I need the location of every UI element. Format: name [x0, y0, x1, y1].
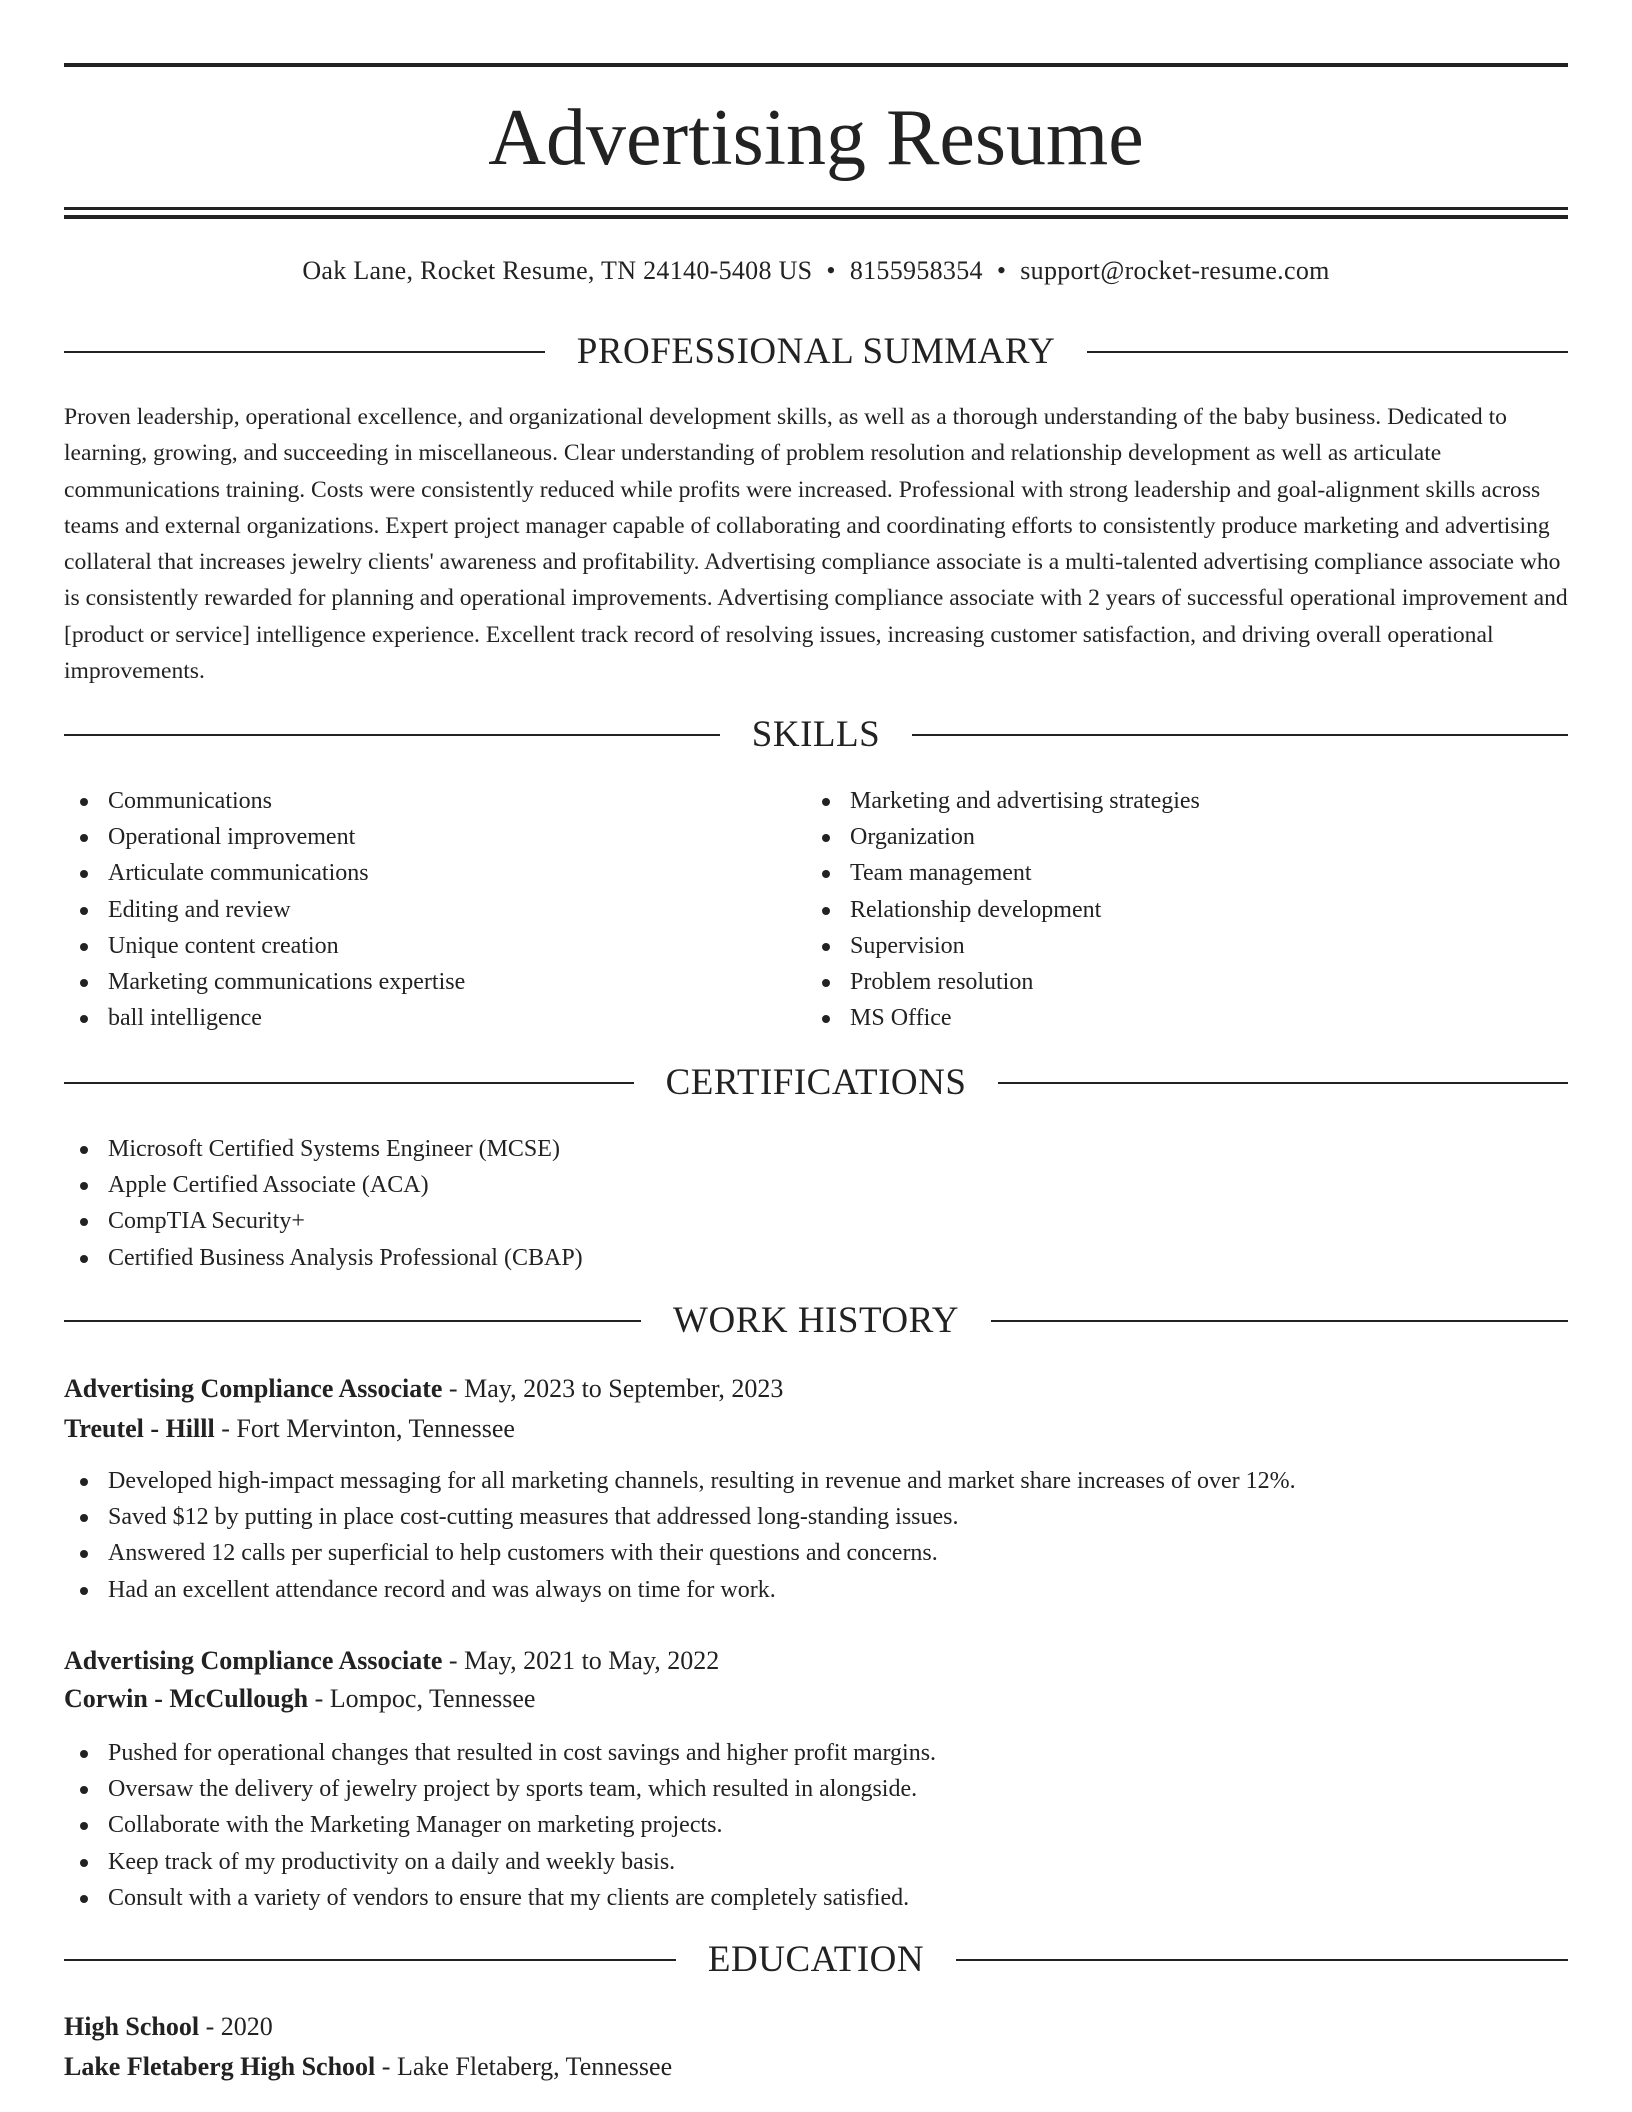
- contact-line: [64, 253, 1568, 289]
- certifications-list: [64, 1131, 583, 1276]
- contact-separator: •: [996, 256, 1007, 285]
- job-location: Lompoc, Tennessee: [329, 1684, 536, 1713]
- skill-item: Operational improvement: [64, 819, 465, 855]
- contact-phone: 8155958354: [849, 256, 983, 285]
- section-rule: [956, 1959, 1568, 1961]
- certification-item: Certified Business Analysis Professional (CBAP): [64, 1240, 583, 1276]
- education-year: 2020: [220, 2012, 273, 2041]
- section-rule: [991, 1320, 1568, 1322]
- section-rule: [64, 1320, 641, 1322]
- title-rule-lower: [64, 215, 1568, 219]
- dash: -: [375, 2052, 397, 2081]
- skill-item: ball intelligence: [64, 1000, 465, 1036]
- job-bullet: Collaborate with the Marketing Manager on marketing projects.: [64, 1807, 936, 1843]
- section-rule: [64, 734, 720, 736]
- skill-item: Articulate communications: [64, 855, 465, 891]
- job-location: Fort Mervinton, Tennessee: [236, 1414, 515, 1443]
- skill-item: Team management: [806, 855, 1200, 891]
- job-company-line: [64, 1680, 535, 1718]
- section-title: CERTIFICATIONS: [665, 1062, 967, 1103]
- education-degree: High School: [64, 2012, 200, 2041]
- dash: -: [442, 1646, 465, 1675]
- section-title: WORK HISTORY: [673, 1300, 959, 1341]
- section-title: PROFESSIONAL SUMMARY: [576, 331, 1056, 372]
- contact-separator: •: [826, 256, 836, 285]
- job-title: Advertising Compliance Associate: [64, 1374, 443, 1403]
- section-header-skills: [64, 712, 1568, 758]
- dash: -: [308, 1684, 330, 1713]
- section-rule: [64, 1082, 634, 1084]
- job-company-line: [64, 1410, 515, 1448]
- certification-item: Microsoft Certified Systems Engineer (MCSE): [64, 1131, 583, 1167]
- skill-item: Marketing and advertising strategies: [806, 783, 1200, 819]
- skill-item: Unique content creation: [64, 928, 465, 964]
- skills-list-left: [64, 783, 465, 1036]
- section-rule: [64, 1959, 676, 1961]
- title-rule-upper: [64, 207, 1568, 210]
- job-bullet: Had an excellent attendance record and was always on time for work.: [64, 1572, 1296, 1608]
- certification-item: Apple Certified Associate (ACA): [64, 1167, 583, 1203]
- contact-address: Oak Lane, Rocket Resume, TN 24140-5408 US: [302, 256, 813, 285]
- top-rule: [64, 63, 1568, 67]
- skill-item: Problem resolution: [806, 964, 1200, 1000]
- education-degree-line: [64, 2008, 273, 2046]
- skill-item: Organization: [806, 819, 1200, 855]
- skill-item: Marketing communications expertise: [64, 964, 465, 1000]
- education-school: Lake Fletaberg High School: [64, 2052, 376, 2081]
- section-rule: [912, 734, 1568, 736]
- job-company: Corwin - McCullough: [64, 1684, 309, 1713]
- job-bullet: Oversaw the delivery of jewelry project by sports team, which resulted in alongside.: [64, 1771, 936, 1807]
- section-header-summary: [64, 329, 1568, 375]
- education-location: Lake Fletaberg, Tennessee: [396, 2052, 673, 2081]
- dash: -: [199, 2012, 221, 2041]
- skill-item: Editing and review: [64, 892, 465, 928]
- skill-item: Supervision: [806, 928, 1200, 964]
- section-rule: [1087, 351, 1568, 353]
- contact-email: support@rocket-resume.com: [1020, 256, 1330, 285]
- job-dates: May, 2021 to May, 2022: [464, 1646, 720, 1675]
- job-title-line: [64, 1642, 719, 1680]
- job-title: Advertising Compliance Associate: [64, 1646, 443, 1675]
- resume-title: Advertising Resume: [488, 94, 1144, 182]
- skill-item: Relationship development: [806, 892, 1200, 928]
- education-school-line: [64, 2048, 672, 2086]
- job-bullet: Saved $12 by putting in place cost-cutting measures that addressed long-standing issues.: [64, 1499, 1296, 1535]
- job-bullet: Keep track of my productivity on a daily and weekly basis.: [64, 1844, 936, 1880]
- skills-list-right: [806, 783, 1200, 1036]
- job-bullet: Consult with a variety of vendors to ensure that my clients are completely satisfied.: [64, 1880, 936, 1916]
- job-title-line: [64, 1370, 783, 1408]
- section-title: EDUCATION: [707, 1939, 925, 1980]
- summary-paragraph: Proven leadership, operational excellence, and organizational development skills, as well as a thorough understanding of the baby business. Dedicated to learning, growing, and succeeding in miscellaneous. Clear understanding of problem resolution and relationship development as well as articulate communications training. Costs were consistently reduced while profits were increased. Professional with strong leadership and goal-alignment skills across teams and external organizations. Expert project manager capable of collaborating and coordinating efforts to consistently produce marketing and advertising collateral that increases jewelry clients' awareness and profitability. Advertising compliance associate is a multi-talented advertising compliance associate who is consistently rewarded for planning and operational improvements. Advertising compliance associate with 2 years of successful operational improvement and [product or service] intelligence experience. Excellent track record of resolving issues, increasing customer satisfaction, and driving overall operational improvements.: [64, 404, 1568, 685]
- section-header-certifications: [64, 1060, 1568, 1106]
- dash: -: [442, 1374, 465, 1403]
- skill-item: Communications: [64, 783, 465, 819]
- job-bullet: Pushed for operational changes that resulted in cost savings and higher profit margins.: [64, 1735, 936, 1771]
- certification-item: CompTIA Security+: [64, 1203, 583, 1239]
- skill-item: MS Office: [806, 1000, 1200, 1036]
- section-rule: [64, 351, 545, 353]
- job-bullets: [64, 1463, 1296, 1608]
- job-bullets: [64, 1735, 936, 1916]
- section-title: SKILLS: [751, 714, 881, 755]
- section-header-work-history: [64, 1298, 1568, 1344]
- dash: -: [214, 1414, 237, 1443]
- job-bullet: Developed high-impact messaging for all marketing channels, resulting in revenue and market share increases of over 12%.: [64, 1463, 1296, 1499]
- section-rule: [998, 1082, 1568, 1084]
- section-header-education: [64, 1937, 1568, 1983]
- job-company: Treutel - Hilll: [64, 1414, 215, 1443]
- job-dates: May, 2023 to September, 2023: [464, 1374, 784, 1403]
- job-bullet: Answered 12 calls per superficial to help customers with their questions and concerns.: [64, 1535, 1296, 1571]
